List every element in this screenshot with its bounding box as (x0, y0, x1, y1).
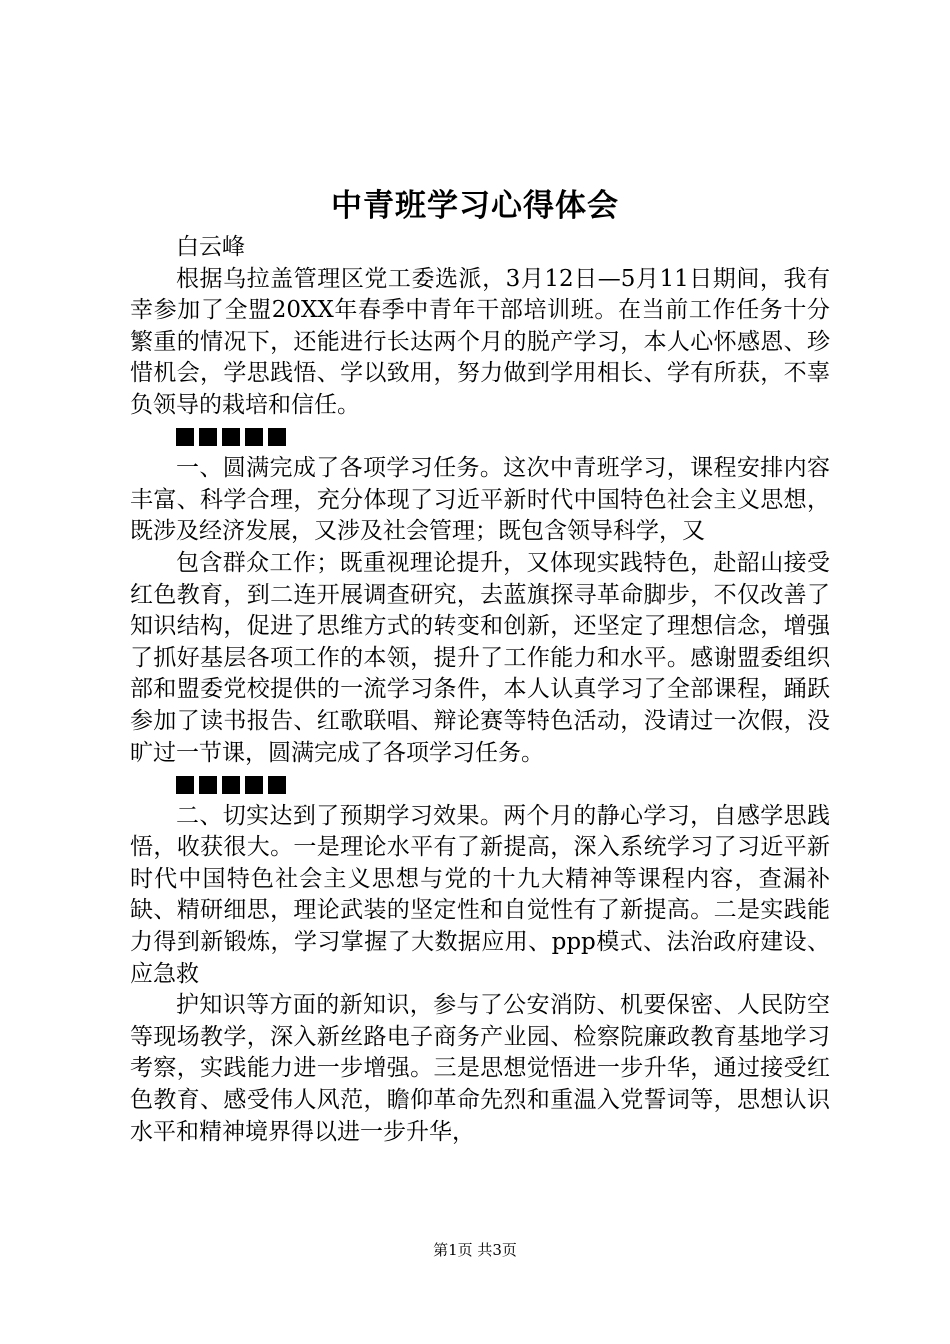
black-square-icon (199, 428, 217, 446)
black-square-icon (268, 428, 286, 446)
black-square-icon (176, 776, 194, 794)
black-square-icon (222, 428, 240, 446)
page-number-footer: 第1页 共3页 (433, 1241, 517, 1259)
paragraph-section-one-cont: 包含群众工作；既重视理论提升，又体现实践特色，赴韶山接受红色教育，到二连开展调查研究，去蓝旗探寻革命脚步，不仅改善了知识结构，促进了思维方式的转变和创新，还坚定了理想信念，增强了抓好基层各项工作的本领，提升了工作能力和水平。感谢盟委组织部和盟委党校提供的一流学习条件，本人认真学习了全部课程，踊跃参加了读书报告、红歌联唱、辩论赛等特色活动，没请过一次假，没旷过一节课，圆满完成了各项学习任务。 (130, 549, 830, 766)
author-line: 白云峰 (176, 234, 245, 260)
redacted-squares (130, 769, 830, 801)
document-body (130, 232, 830, 1148)
redacted-squares (130, 422, 830, 454)
paragraph-section-one: 一、圆满完成了各项学习任务。这次中青班学习，课程安排内容丰富、科学合理，充分体现了习近平新时代中国特色社会主义思想，既涉及经济发展，又涉及社会管理；既包含领导科学，又 (130, 455, 830, 545)
black-square-icon (176, 428, 194, 446)
paragraph-intro: 根据乌拉盖管理区党工委选派，3月12日—5月11日期间，我有幸参加了全盟20XX年春季中青年干部培训班。在当前工作任务十分繁重的情况下，还能进行长达两个月的脱产学习，本人心怀感恩、珍惜机会，学思践悟、学以致用，努力做到学用相长、学有所获，不辜负领导的栽培和信任。 (130, 265, 830, 418)
paragraph-section-two: 二、切实达到了预期学习效果。两个月的静心学习，自感学思践悟，收获很大。一是理论水平有了新提高，深入系统学习了习近平新时代中国特色社会主义思想与党的十九大精神等课程内容，查漏补缺、精研细思，理论武装的坚定性和自觉性有了新提高。二是实践能力得到新锻炼，学习掌握了大数据应用、ppp模式、法治政府建设、应急救 (130, 802, 830, 987)
black-square-icon (245, 776, 263, 794)
document-title: 中青班学习心得体会 (331, 188, 619, 224)
paragraph-section-two-cont: 护知识等方面的新知识，参与了公安消防、机要保密、人民防空等现场教学，深入新丝路电子商务产业园、检察院廉政教育基地学习考察，实践能力进一步增强。三是思想觉悟进一步升华，通过接受红色教育、感受伟人风范，瞻仰革命先烈和重温入党誓词等，思想认识水平和精神境界得以进一步升华， (130, 992, 830, 1145)
black-square-icon (268, 776, 286, 794)
black-square-icon (222, 776, 240, 794)
black-square-icon (199, 776, 217, 794)
black-square-icon (245, 428, 263, 446)
